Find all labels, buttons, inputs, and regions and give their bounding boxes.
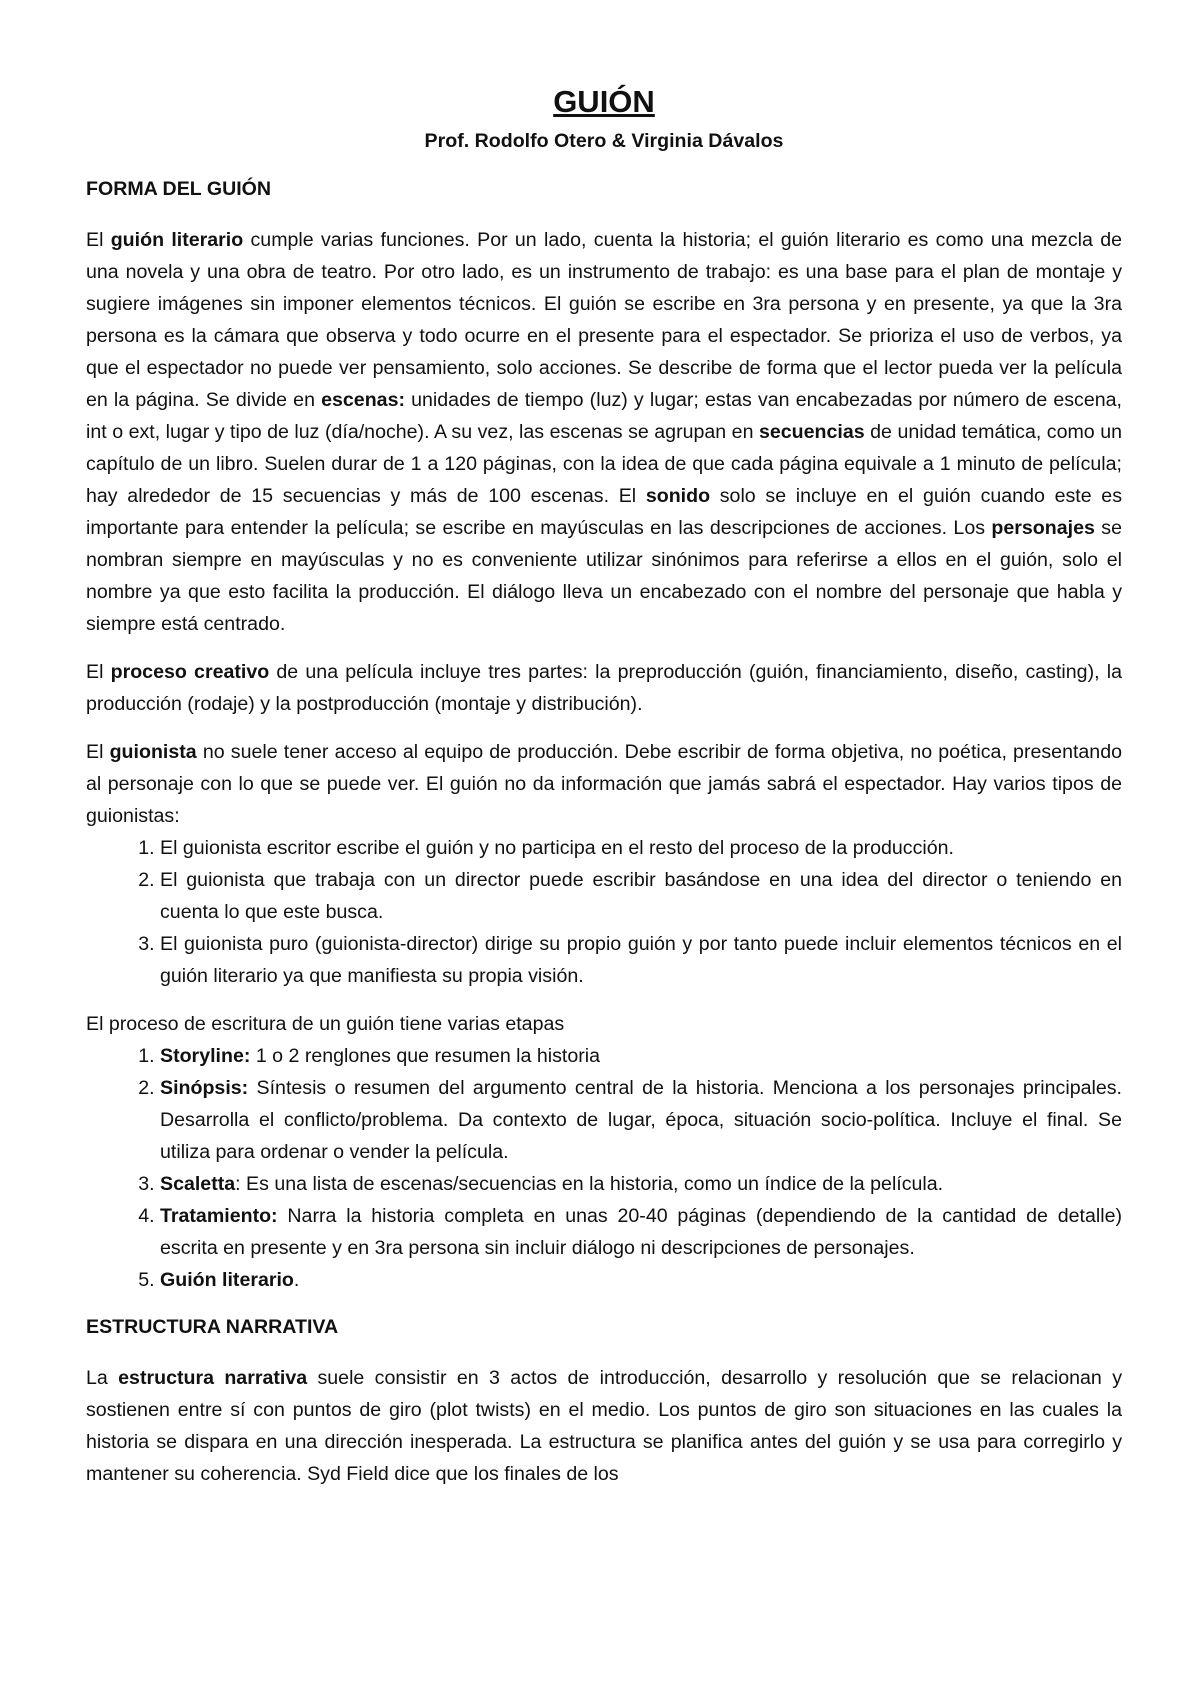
text-run: Síntesis o resumen del argumento central de la historia. Menciona a los personajes principales. Desarrolla el conflicto/problema. Da contexto de lugar, época, situación socio-política. Incluye el final. Se utiliza para ordenar o vender la película. bbox=[160, 1077, 1122, 1163]
text-run: unidades de tiempo (luz) y lugar; estas van encabezadas por número de escena, int o ext, lugar y tipo de luz (día/noche). A su vez, las escenas se agrupan en bbox=[86, 389, 1122, 443]
list-item bbox=[160, 1072, 1122, 1168]
text-run: El bbox=[86, 741, 110, 763]
paragraph-guionista bbox=[86, 736, 1122, 832]
text-run: suele consistir en 3 actos de introducción, desarrollo y resolución que se relacionan y sostienen entre sí con puntos de giro (plot twists) en el medio. Los puntos de giro son situaciones en las cuales la historia se dispara en una dirección inesperada. La estructura se planifica antes del guión y se usa para corregirlo y mantener su coherencia. Syd Field dice que los finales de los bbox=[86, 1367, 1122, 1485]
list-item: 3. El guionista puro (guionista-director) dirige su propio guión y por tanto puede incluir elementos técnicos en el guión literario ya que manifiesta su propia visión. bbox=[160, 928, 1122, 992]
bold-term-secuencias: secuencias bbox=[758, 421, 865, 443]
paragraph-etapas-intro: El proceso de escritura de un guión tiene varias etapas bbox=[86, 1013, 565, 1035]
bold-term-scaletta: Scaletta bbox=[160, 1173, 236, 1195]
bold-term-guionista: guionista bbox=[109, 741, 197, 763]
bold-term-guion-literario: guión literario bbox=[110, 229, 244, 251]
bold-term-escenas: escenas: bbox=[321, 389, 405, 411]
list-item bbox=[160, 1168, 1122, 1200]
bold-term-sinopsis: Sinópsis: bbox=[160, 1077, 249, 1099]
document-authors: Prof. Rodolfo Otero & Virginia Dávalos bbox=[424, 130, 784, 152]
text-run: cumple varias funciones. Por un lado, cuenta la historia; el guión literario es como una mezcla de una novela y una obra de teatro. Por otro lado, es un instrumento de trabajo: es una base para el plan de montaje y sugiere imágenes sin imponer elementos técnicos. El guión se escribe en 3ra persona y en presente, ya que la 3ra persona es la cámara que observa y todo ocurre en el presente para el espectador. Se prioriza el uso de verbos, ya que el espectador no puede ver pensamiento, solo acciones. Se describe de forma que el lector pueda ver la película en la página. Se divide en bbox=[86, 229, 1122, 411]
paragraph-proceso-creativo bbox=[86, 656, 1122, 720]
list-item bbox=[160, 1264, 1122, 1296]
text-run: 1 o 2 renglones que resumen la historia bbox=[250, 1045, 601, 1067]
text-run: de una película incluye tres partes: la preproducción (guión, financiamiento, diseño, casting), la producción (rodaje) y la postproducción (montaje y distribución). bbox=[86, 661, 1122, 715]
text-run: solo se incluye en el guión cuando este es importante para entender la película; se escribe en mayúsculas en las descripciones de acciones. Los bbox=[86, 485, 1122, 539]
list-item: 2. El guionista que trabaja con un director puede escribir basándose en una idea del director o teniendo en cuenta lo que este busca. bbox=[160, 864, 1122, 928]
text-run: no suele tener acceso al equipo de producción. Debe escribir de forma objetiva, no poética, presentando al personaje con lo que se puede ver. El guión no da información que jamás sabrá el espectador. Hay varios tipos de guionistas: bbox=[86, 741, 1122, 827]
list-item bbox=[160, 1200, 1122, 1264]
list-item bbox=[160, 1040, 1122, 1072]
bold-term-proceso-creativo: proceso creativo bbox=[110, 661, 270, 683]
text-run: : Es una lista de escenas/secuencias en la historia, como un índice de la película. bbox=[235, 1173, 944, 1195]
list-etapas bbox=[86, 1040, 1122, 1296]
text-run: de unidad temática, como un capítulo de un libro. Suelen durar de 1 a 120 páginas, con la idea de que cada página equivale a 1 minuto de película; hay alrededor de 15 secuencias y más de 100 escenas. El bbox=[86, 421, 1122, 507]
text-run: El bbox=[86, 661, 111, 683]
text-run: . bbox=[293, 1269, 300, 1291]
list-tipos-guionistas bbox=[86, 832, 1122, 992]
text-run: Narra la historia completa en unas 20-40 páginas (dependiendo de la cantidad de detalle) escrita en presente y en 3ra persona sin incluir diálogo ni descripciones de personajes. bbox=[160, 1205, 1122, 1259]
bold-term-estructura-narrativa: estructura narrativa bbox=[118, 1367, 308, 1389]
bold-term-storyline: Storyline: bbox=[160, 1045, 251, 1067]
paragraph-guion-literario bbox=[86, 224, 1122, 640]
bold-term-sonido: sonido bbox=[645, 485, 711, 507]
bold-term-guion-literario-etapa: Guión literario bbox=[160, 1269, 294, 1291]
paragraph-estructura-narrativa bbox=[86, 1362, 1122, 1490]
text-run: El bbox=[86, 229, 111, 251]
text-run: La bbox=[86, 1367, 119, 1389]
section-heading-forma: FORMA DEL GUIÓN bbox=[86, 178, 272, 200]
bold-term-tratamiento: Tratamiento: bbox=[160, 1205, 278, 1227]
list-item: 1. El guionista escritor escribe el guión y no participa en el resto del proceso de la producción. bbox=[160, 832, 1122, 864]
section-heading-estructura: ESTRUCTURA NARRATIVA bbox=[86, 1316, 339, 1338]
document-title: GUIÓN bbox=[553, 84, 655, 119]
text-run: se nombran siempre en mayúsculas y no es conveniente utilizar sinónimos para referirse a ellos en el guión, solo el nombre ya que esto facilita la producción. El diálogo lleva un encabezado con el nombre del personaje que habla y siempre está centrado. bbox=[86, 517, 1122, 635]
bold-term-personajes: personajes bbox=[991, 517, 1095, 539]
